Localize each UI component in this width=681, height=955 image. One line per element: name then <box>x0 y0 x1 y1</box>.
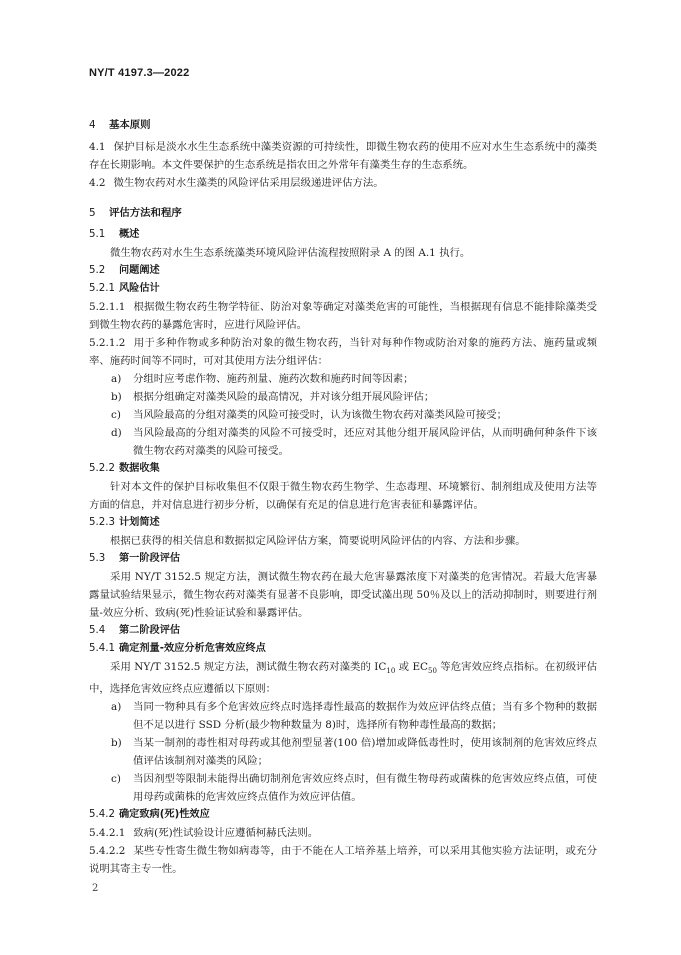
body-paragraph: 采用 NY/T 3152.5 规定方法，测试微生物农药在最大危害暴露浓度下对藻类的危害情况。若最大危害暴露量试验结果显示，微生物农药对藻类有显著不良影响，即受试藻出现 50％及以上的活动抑制时，则要进行剂量-效应分析、致病(死)性验证试验和暴露评估。 <box>89 571 597 619</box>
page-number: 2 <box>92 883 99 894</box>
section-title: 评估方法和程序 <box>109 207 182 219</box>
list-item <box>89 370 597 388</box>
subsection-title: 确定致病(死)性效应 <box>119 809 210 821</box>
paragraph-number: 5.4.2.1 <box>89 827 126 840</box>
subscript-text: 50 <box>428 667 437 676</box>
paragraph-number: 5.2.1.1 <box>89 301 126 313</box>
subsection-title: 第二阶段评估 <box>119 625 181 636</box>
list-item <box>89 734 597 770</box>
list-label: c) <box>111 409 121 421</box>
subsection-heading <box>89 640 597 658</box>
section-heading <box>89 116 597 134</box>
list-text: 当风险最高的分组对藻类的风险可接受时，认为该微生物农药对藻类风险可接受； <box>133 409 508 421</box>
subsection-title: 第一阶段评估 <box>119 553 181 564</box>
paragraph-text: 根据微生物农药生物学特征、防治对象等确定对藻类危害的可能性，当根据现有信息不能排除藻类受到微生物农药的暴露危害时，应进行风险评估。 <box>89 301 597 331</box>
subscript-text: 10 <box>386 667 396 676</box>
subsection-number: 5.2.1 <box>89 283 115 294</box>
list-text: 当因剂型等限制未能得出确切制剂危害效应终点时，但有微生物母药或菌株的危害效应终点值，可使用母药或菌株的危害效应终点值作为效应评估值。 <box>133 773 597 804</box>
paragraph-text: 致病(死)性试验设计应遵循柯赫氏法则。 <box>133 827 319 840</box>
list-text: 分组时应考虑作物、施药剂量、施药次数和施药时间等因素； <box>133 373 414 385</box>
list-text: 当同一物种具有多个危害效应终点时选择毒性最高的数据作为效应评估终点值；当有多个物种的数据但不足以进行 SSD 分析(最少物种数量为 8)时，选择所有物种毒性最高的数据； <box>133 701 597 732</box>
subsection-heading <box>89 806 597 824</box>
subsection-title: 计划简述 <box>119 517 160 528</box>
subsection-heading <box>89 550 597 568</box>
subsection-number: 5.4.1 <box>89 643 115 654</box>
numbered-paragraph <box>89 842 597 878</box>
numbered-paragraph <box>89 334 597 370</box>
body-paragraph <box>89 658 597 698</box>
subsection-number: 5.2.2 <box>89 463 115 474</box>
subsection-heading <box>89 622 597 640</box>
section-number: 5 <box>89 207 96 219</box>
standard-code-header: NY/T 4197.3—2022 <box>89 67 190 79</box>
paragraph-number: 4.1 <box>89 141 106 153</box>
subsection-title: 概述 <box>119 229 140 240</box>
subsection-heading <box>89 262 597 280</box>
subsection-number: 5.4 <box>89 625 106 636</box>
paragraph-text: 微生物农药对水生藻类的风险评估采用层级递进评估方法。 <box>113 177 384 189</box>
paragraph-number: 5.4.2.2 <box>89 845 126 858</box>
subsection-number: 5.4.2 <box>89 809 115 821</box>
numbered-paragraph <box>89 298 597 334</box>
list-text: 根据分组确定对藻类风险的最高情况，并对该分组开展风险评估； <box>133 391 435 403</box>
list-text: 当某一制剂的毒性相对母药或其他剂型显著(100 倍)增加或降低毒性时，使用该制剂的危害效应终点值评估该制剂对藻类的风险； <box>133 737 597 768</box>
document-body <box>89 104 597 878</box>
paragraph-text: 保护目标是淡水水生生态系统中藻类资源的可持续性，即微生物农药的使用不应对水生生态系统中的藻类存在长期影响。本文件要保护的生态系统是指农田之外常年有藻类生存的生态系统。 <box>89 141 597 171</box>
subsection-heading <box>89 280 597 298</box>
list-label: b) <box>111 737 122 750</box>
paragraph-number: 4.2 <box>89 177 106 189</box>
subsection-heading <box>89 226 597 244</box>
subsection-heading <box>89 514 597 532</box>
subsection-number: 5.2.3 <box>89 517 115 528</box>
list-item <box>89 406 597 424</box>
subsection-title: 问题阐述 <box>119 265 160 276</box>
list-label: a) <box>111 701 122 714</box>
paragraph-number: 5.2.1.2 <box>89 337 126 349</box>
subsection-heading <box>89 460 597 478</box>
body-paragraph: 针对本文件的保护目标收集但不仅限于微生物农药生物学、生态毒理、环境繁衍、制剂组成及使用方法等方面的信息，并对信息进行初步分析，以确保有充足的信息进行危害表征和暴露评估。 <box>89 481 597 511</box>
subsection-title: 风险估计 <box>119 283 160 294</box>
numbered-paragraph <box>89 174 597 192</box>
numbered-paragraph <box>89 138 597 174</box>
list-item <box>89 770 597 806</box>
section-title: 基本原则 <box>109 119 151 131</box>
subsection-number: 5.3 <box>89 553 106 564</box>
list-item <box>89 388 597 406</box>
body-paragraph: 根据已获得的相关信息和数据拟定风险评估方案，简要说明风险评估的内容、方法和步骤。 <box>110 535 526 547</box>
subsection-title: 确定剂量-效应分析危害效应终点 <box>119 643 266 654</box>
body-paragraph: 微生物农药对水生生态系统藻类环境风险评估流程按照附录 A 的图 A.1 执行。 <box>110 247 471 259</box>
section-heading <box>89 204 597 222</box>
subsection-number: 5.2 <box>89 265 106 276</box>
paragraph-text: 或 EC <box>395 661 428 673</box>
list-label: b) <box>111 391 122 403</box>
list-item <box>89 698 597 734</box>
list-label: a) <box>111 373 122 385</box>
paragraph-text: 采用 NY/T 3152.5 规定方法，测试微生物农药对藻类的 IC <box>110 661 387 673</box>
list-text: 当风险最高的分组对藻类的风险不可接受时，还应对其他分组开展风险评估，从而明确何种条件下该微生物农药对藻类的风险可接受。 <box>133 427 597 457</box>
paragraph-text: 用于多种作物或多种防治对象的微生物农药，当针对每种作物或防治对象的施药方法、施药量或频率、施药时间等不同时，可对其使用方法分组评估： <box>89 337 597 367</box>
subsection-title: 数据收集 <box>119 463 160 474</box>
list-label: d) <box>111 427 122 439</box>
list-item <box>89 424 597 460</box>
paragraph-text: 等危害效应终点指标。在初级评估中，选择危害效应终点应遵循以下原则： <box>89 661 597 696</box>
numbered-paragraph <box>89 824 597 842</box>
paragraph-text: 某些专性寄生微生物如病毒等，由于不能在人工培养基上培养，可以采用其他实验方法证明，或充分说明其寄主专一性。 <box>89 845 597 876</box>
list-label: c) <box>111 773 121 786</box>
section-number: 4 <box>89 119 96 131</box>
subsection-number: 5.1 <box>89 229 106 240</box>
